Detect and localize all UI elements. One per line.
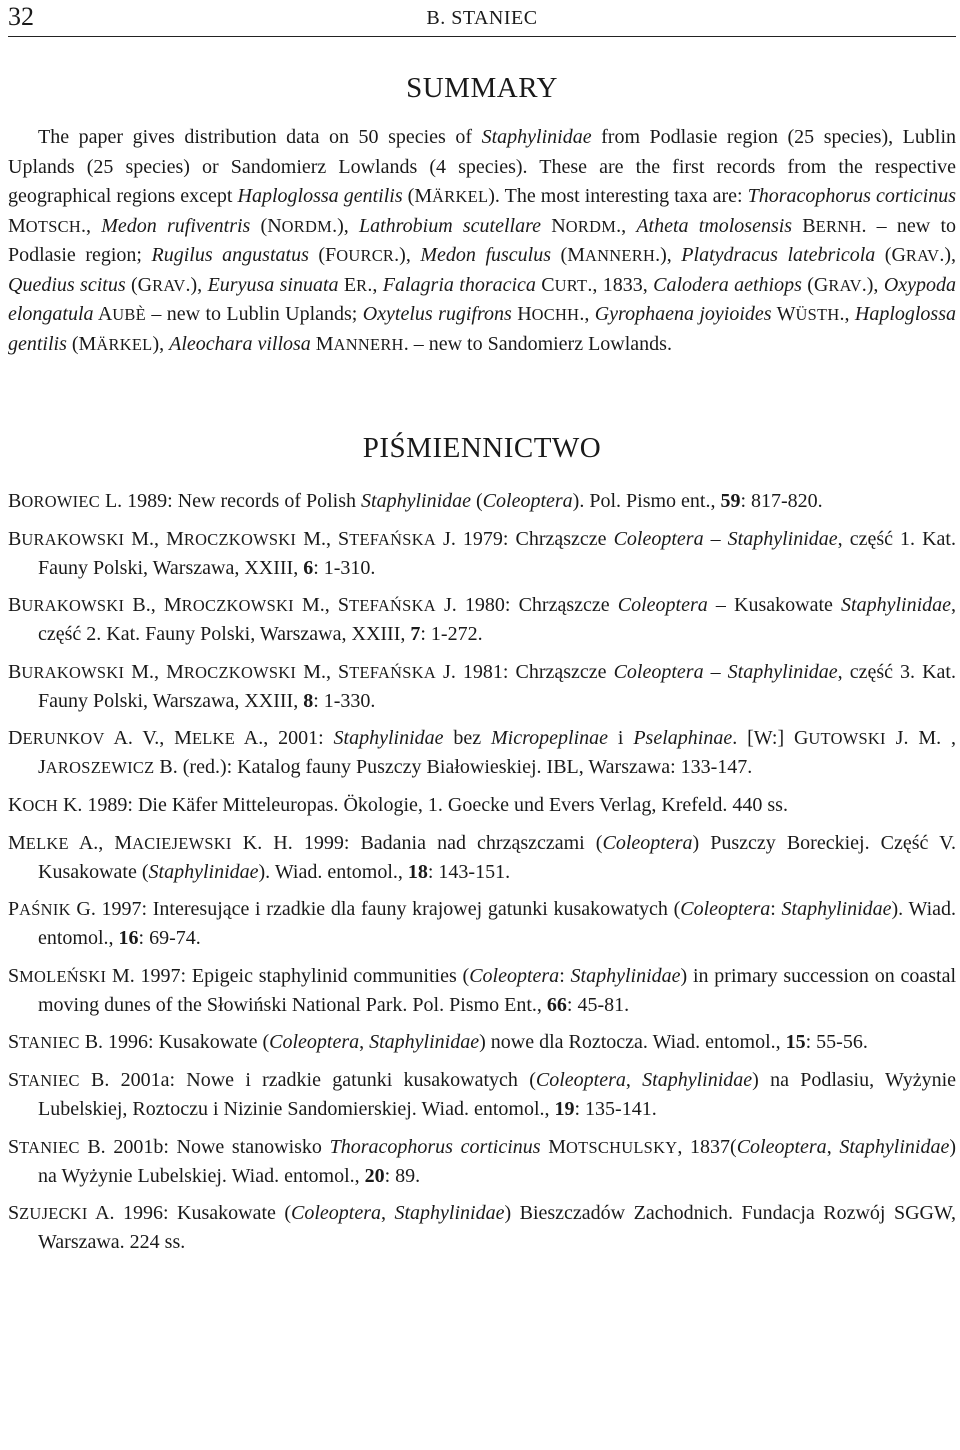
reference-entry: STANIEC B. 2001b: Nowe stanowisko Thoracophorus corticinus MOTSCHULSKY, 1837(Coleoptera, Staphylinidae) na Wyżynie Lubelskiej. Wiad. entomol., 20: 89.	[8, 1135, 956, 1187]
page-number: 32	[8, 2, 34, 31]
summary-heading: SUMMARY	[406, 72, 558, 104]
references-heading: PIŚMIENNICTWO	[362, 432, 602, 464]
reference-entry: SMOLEŃSKI M. 1997: Epigeic staphylinid communities (Coleoptera: Staphylinidae) in primary succession on coastal moving dunes of the Słowiński National Park. Pol. Pismo Ent., 66: 45-81.	[8, 964, 957, 1016]
reference-entry: DERUNKOV A. V., MELKE A., 2001: Staphylinidae bez Micropeplinae i Pselaphinae. [W:] GUTOWSKI J. M. , JAROSZEWICZ B. (red.): Katalog fauny Puszczy Białowieskiej. IBL, Warszawa: 133-147.	[8, 727, 956, 779]
reference-entry: SZUJECKI A. 1996: Kusakowate (Coleoptera, Staphylinidae) Bieszczadów Zachodnich. Fundacja Rozwój SGGW, Warszawa. 224 ss.	[8, 1202, 957, 1254]
document-page	[8, 0, 956, 1266]
reference-entry: STANIEC B. 2001a: Nowe i rzadkie gatunki kusakowatych (Coleoptera, Staphylinidae) na Podlasiu, Wyżynie Lubelskiej, Roztoczu i Nizinie Sandomierskiej. Wiad. entomol., 19: 135-141.	[8, 1068, 957, 1120]
reference-entry: BURAKOWSKI B., MROCZKOWSKI M., STEFAŃSKA J. 1980: Chrząszcze Coleoptera – Kusakowate Staphylinidae, część 2. Kat. Fauny Polski, Warszawa, XXIII, 7: 1-272.	[8, 594, 957, 646]
reference-entry: KOCH K. 1989: Die Käfer Mitteleuropas. Ökologie, 1. Goecke und Evers Verlag, Krefeld. 440 ss.	[8, 793, 788, 816]
reference-entry: BOROWIEC L. 1989: New records of Polish Staphylinidae (Coleoptera). Pol. Pismo ent., 59: 817-820.	[8, 490, 823, 512]
page-header	[8, 0, 956, 37]
reference-entry: STANIEC B. 1996: Kusakowate (Coleoptera, Staphylinidae) nowe dla Roztocza. Wiad. entomol., 15: 55-56.	[8, 1031, 868, 1054]
reference-entry: BURAKOWSKI M., MROCZKOWSKI M., STEFAŃSKA J. 1979: Chrząszcze Coleoptera – Staphylinidae, część 1. Kat. Fauny Polski, Warszawa, XXIII, 6: 1-310.	[8, 527, 956, 579]
reference-list	[8, 487, 956, 1257]
running-title: B. STANIEC	[426, 7, 538, 29]
summary-paragraph: The paper gives distribution data on 50 species of Staphylinidae from Podlasie region (25 species), Lublin Uplands (25 species) or Sandomierz Lowlands (4 species). These are the first records from the respective geographical regions except Haploglossa gentilis (MÄRKEL). The most interesting taxa are: Thoracophorus corticinus MOTSCH., Medon rufiventris (NORDM.), Lathrobium scutellare NORDM., Atheta tmolosensis BERNH. – new to Podlasie region; Rugilus angustatus (FOURCR.), Medon fusculus (MANNERH.), Platydracus latebricola (GRAV.), Quedius scitus (GRAV.), Euryusa sinuata ER., Falagria thoracica CURT., 1833, Calodera aethiops (GRAV.), Oxypoda elongatula AUBÈ – new to Lublin Uplands; Oxytelus rugifrons HOCHH., Gyrophaena joyioides WÜSTH., Haploglossa gentilis (MÄRKEL), Aleochara villosa MANNERH. – new to Sandomierz Lowlands.	[8, 126, 957, 355]
reference-entry: MELKE A., MACIEJEWSKI K. H. 1999: Badania nad chrząszczami (Coleoptera) Puszczy Boreckiej. Część V. Kusakowate (Staphylinidae). Wiad. entomol., 18: 143-151.	[8, 831, 957, 883]
reference-entry: PAŚNIK G. 1997: Interesujące i rzadkie dla fauny krajowej gatunki kusakowatych (Coleoptera: Staphylinidae). Wiad. entomol., 16: 69-74.	[8, 898, 957, 950]
reference-entry: BURAKOWSKI M., MROCZKOWSKI M., STEFAŃSKA J. 1981: Chrząszcze Coleoptera – Staphylinidae, część 3. Kat. Fauny Polski, Warszawa, XXIII, 8: 1-330.	[8, 660, 956, 712]
